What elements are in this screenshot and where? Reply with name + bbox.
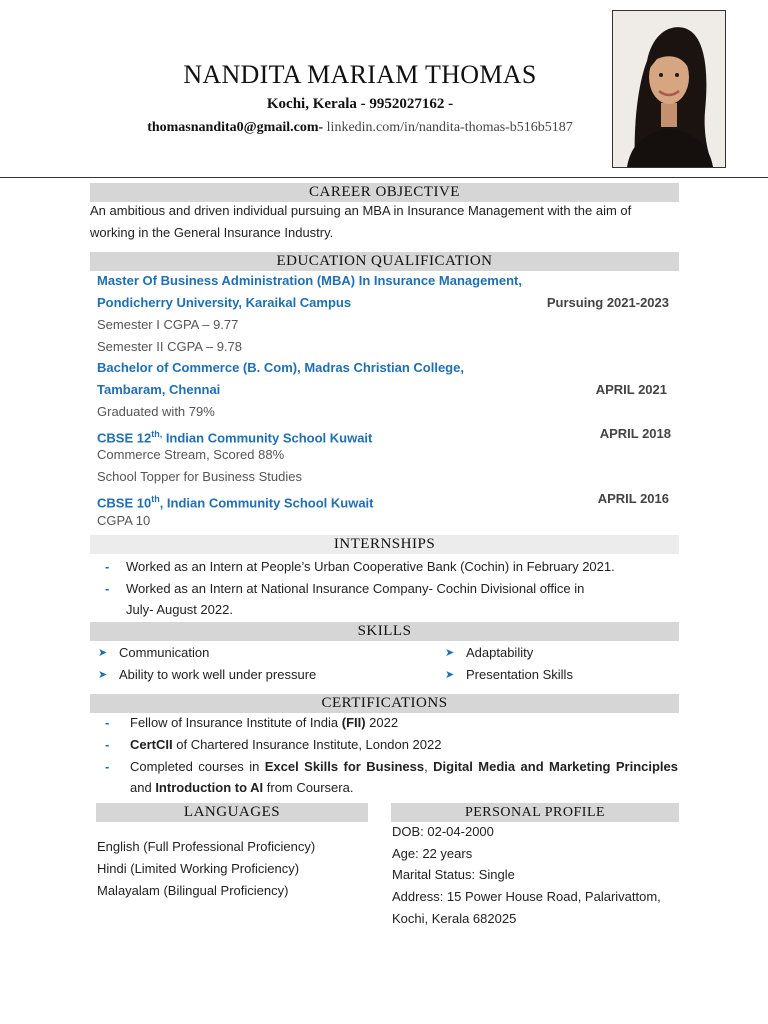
cert-bullet-1: - [105,715,110,730]
skill-item: Adaptability [466,645,534,660]
language-item: English (Full Professional Proficiency) [97,839,316,854]
cert-bullet-3: - [105,759,110,774]
skill-item: Ability to work well under pressure [119,667,317,682]
cert-item-2: CertCII of Chartered Insurance Institute, London 2022 [130,737,442,752]
bcom-institution: Tambaram, Chennai [97,382,221,397]
arrow-bullet-icon: ➤ [98,647,108,659]
career-objective-heading: CAREER OBJECTIVE [90,183,679,202]
header-divider [0,177,768,178]
cert-bullet-2: - [105,737,110,752]
personal-profile-heading: PERSONAL PROFILE [391,803,679,822]
internship-item-2-cont: July- August 2022. [126,602,233,617]
mba-date: Pursuing 2021-2023 [546,295,669,310]
internship-bullet-2: - [105,581,110,596]
profile-address: Address: 15 Power House Road, Palarivattom, [392,889,661,904]
cert-item-1: Fellow of Insurance Institute of India (FII) 2022 [130,715,399,730]
internship-bullet-1: - [105,559,110,574]
internship-item-2: Worked as an Intern at National Insurance Company- Cochin Divisional office in [126,581,585,596]
profile-marital: Marital Status: Single [392,867,515,882]
cbse10-title: CBSE 10th, Indian Community School Kuwait [97,494,374,511]
mba-institution: Pondicherry University, Karaikal Campus [97,295,352,310]
skill-item: Communication [119,645,210,660]
skills-heading: SKILLS [90,622,679,641]
career-objective-line2: working in the General Insurance Industry. [90,225,334,240]
location-phone: Kochi, Kerala - 9952027162 - [266,96,454,112]
mba-sem2: Semester II CGPA – 9.78 [97,339,242,354]
arrow-bullet-icon: ➤ [98,669,108,681]
internship-item-1: Worked as an Intern at People’s Urban Cooperative Bank (Cochin) in February 2021. [126,559,615,574]
cbse12-date: APRIL 2018 [599,426,671,441]
bcom-title: Bachelor of Commerce (B. Com), Madras Christian College, [97,360,464,375]
cert-item-3-cont: and Introduction to AI from Coursera. [130,780,354,795]
skill-item: Presentation Skills [466,667,573,682]
profile-age: Age: 22 years [392,846,473,861]
cbse12-title: CBSE $12^{th,}$ Indian Community School Kuwait [97,429,373,446]
language-item: Malayalam (Bilingual Proficiency) [97,883,289,898]
profile-photo [612,10,726,168]
cbse10-detail: CGPA 10 [97,513,151,528]
cert-item-3: Completed courses in Excel Skills for Business, Digital Media and Marketing Principles [130,759,679,774]
career-objective-line1: An ambitious and driven individual pursuing an MBA in Insurance Management with the aim of [90,203,632,218]
certifications-heading: CERTIFICATIONS [90,694,679,713]
resume-name: NANDITA MARIAM THOMAS [183,60,537,89]
language-item: Hindi (Limited Working Proficiency) [97,861,300,876]
bcom-date: APRIL 2021 [595,382,667,397]
education-heading: EDUCATION QUALIFICATION [90,252,679,271]
bcom-detail: Graduated with 79% [97,404,215,419]
linkedin-link[interactable]: linkedin.com/in/nandita-thomas-b516b5187 [326,120,573,135]
languages-heading: LANGUAGES [96,803,368,822]
mba-sem1: Semester I CGPA – 9.77 [97,317,239,332]
profile-address-cont: Kochi, Kerala 682025 [392,911,517,926]
cbse12-detail1: Commerce Stream, Scored 88% [97,447,285,462]
internships-heading: INTERNSHIPS [90,535,679,554]
profile-dob: DOB: 02-04-2000 [392,824,494,839]
cbse10-date: APRIL 2016 [597,491,669,506]
person-portrait-icon [613,11,725,167]
arrow-bullet-icon: ➤ [445,669,455,681]
email-link[interactable]: thomasnandita0@gmail.com- [147,120,324,135]
arrow-bullet-icon: ➤ [445,647,455,659]
mba-title: Master Of Business Administration (MBA) In Insurance Management, [97,273,522,288]
cbse12-detail2: School Topper for Business Studies [97,469,302,484]
